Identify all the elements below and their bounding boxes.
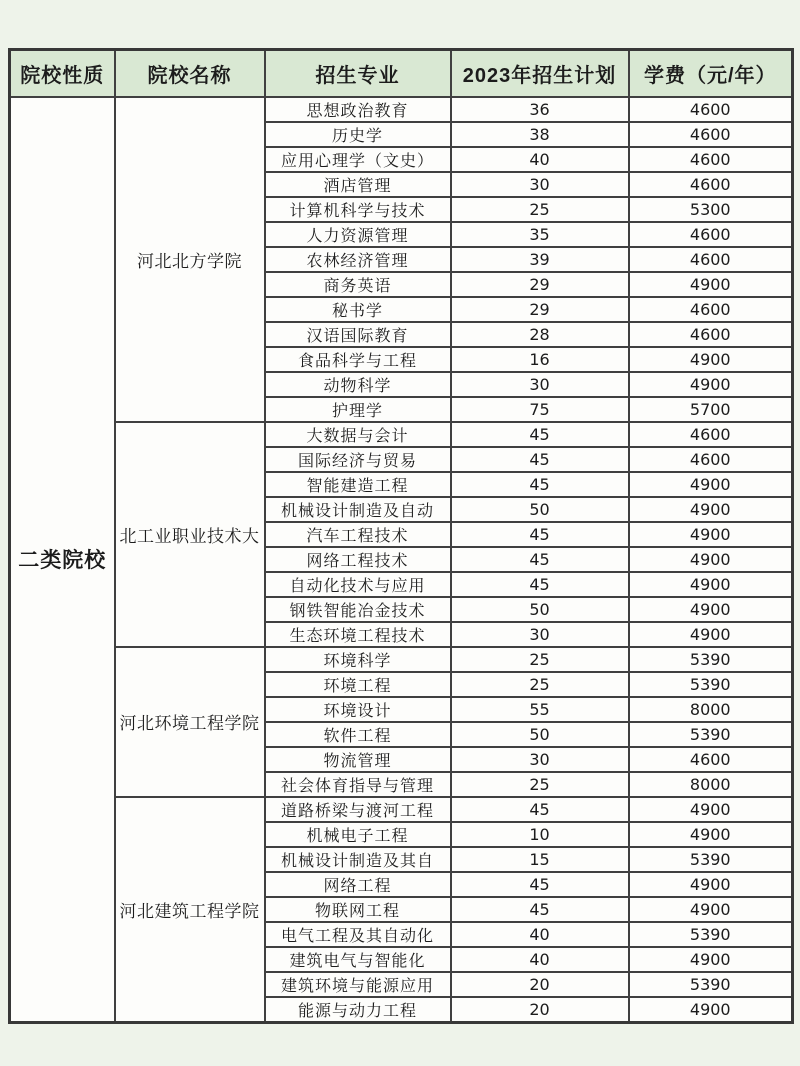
plan-cell: 20 xyxy=(451,997,629,1023)
major-cell: 应用心理学（文史） xyxy=(265,147,451,172)
fee-cell: 4900 xyxy=(629,572,793,597)
table-header xyxy=(10,50,793,97)
fee-cell: 4900 xyxy=(629,372,793,397)
major-cell: 国际经济与贸易 xyxy=(265,447,451,472)
plan-cell: 38 xyxy=(451,122,629,147)
plan-cell: 25 xyxy=(451,772,629,797)
plan-cell: 75 xyxy=(451,397,629,422)
major-cell: 网络工程 xyxy=(265,872,451,897)
fee-cell: 5700 xyxy=(629,397,793,422)
plan-cell: 29 xyxy=(451,297,629,322)
major-cell: 秘书学 xyxy=(265,297,451,322)
major-cell: 历史学 xyxy=(265,122,451,147)
plan-cell: 40 xyxy=(451,147,629,172)
fee-cell: 4600 xyxy=(629,297,793,322)
fee-cell: 8000 xyxy=(629,772,793,797)
fee-cell: 4600 xyxy=(629,97,793,122)
major-cell: 思想政治教育 xyxy=(265,97,451,122)
fee-cell: 4900 xyxy=(629,547,793,572)
table-row xyxy=(10,647,793,672)
fee-cell: 5390 xyxy=(629,972,793,997)
plan-cell: 29 xyxy=(451,272,629,297)
major-cell: 物流管理 xyxy=(265,747,451,772)
fee-cell: 5390 xyxy=(629,647,793,672)
major-cell: 环境工程 xyxy=(265,672,451,697)
fee-cell: 4900 xyxy=(629,622,793,647)
major-cell: 护理学 xyxy=(265,397,451,422)
major-cell: 酒店管理 xyxy=(265,172,451,197)
plan-cell: 45 xyxy=(451,447,629,472)
plan-cell: 16 xyxy=(451,347,629,372)
plan-cell: 10 xyxy=(451,822,629,847)
table-row xyxy=(10,797,793,822)
fee-cell: 4900 xyxy=(629,897,793,922)
major-cell: 计算机科学与技术 xyxy=(265,197,451,222)
major-cell: 环境科学 xyxy=(265,647,451,672)
major-cell: 食品科学与工程 xyxy=(265,347,451,372)
college-name-cell: 河北建筑工程学院 xyxy=(115,797,265,1023)
fee-cell: 4600 xyxy=(629,122,793,147)
college-name-cell: 河北环境工程学院 xyxy=(115,647,265,797)
fee-cell: 4600 xyxy=(629,322,793,347)
plan-cell: 45 xyxy=(451,572,629,597)
fee-cell: 4900 xyxy=(629,797,793,822)
plan-cell: 50 xyxy=(451,497,629,522)
major-cell: 道路桥梁与渡河工程 xyxy=(265,797,451,822)
fee-cell: 5300 xyxy=(629,197,793,222)
major-cell: 机械设计制造及自动 xyxy=(265,497,451,522)
plan-cell: 55 xyxy=(451,697,629,722)
plan-cell: 50 xyxy=(451,597,629,622)
major-cell: 生态环境工程技术 xyxy=(265,622,451,647)
college-name-cell: 河北北方学院 xyxy=(115,97,265,422)
fee-cell: 4900 xyxy=(629,347,793,372)
major-cell: 社会体育指导与管理 xyxy=(265,772,451,797)
plan-cell: 30 xyxy=(451,747,629,772)
plan-cell: 25 xyxy=(451,672,629,697)
table-row xyxy=(10,97,793,122)
fee-cell: 5390 xyxy=(629,922,793,947)
fee-cell: 4900 xyxy=(629,472,793,497)
plan-cell: 45 xyxy=(451,897,629,922)
fee-cell: 4900 xyxy=(629,497,793,522)
plan-cell: 45 xyxy=(451,797,629,822)
plan-cell: 25 xyxy=(451,647,629,672)
plan-cell: 28 xyxy=(451,322,629,347)
fee-cell: 5390 xyxy=(629,722,793,747)
table-body xyxy=(10,97,793,1023)
major-cell: 物联网工程 xyxy=(265,897,451,922)
plan-cell: 45 xyxy=(451,872,629,897)
major-cell: 智能建造工程 xyxy=(265,472,451,497)
header-major: 招生专业 xyxy=(265,50,451,97)
major-cell: 汽车工程技术 xyxy=(265,522,451,547)
fee-cell: 4900 xyxy=(629,597,793,622)
major-cell: 软件工程 xyxy=(265,722,451,747)
major-cell: 建筑电气与智能化 xyxy=(265,947,451,972)
major-cell: 网络工程技术 xyxy=(265,547,451,572)
major-cell: 汉语国际教育 xyxy=(265,322,451,347)
major-cell: 人力资源管理 xyxy=(265,222,451,247)
major-cell: 能源与动力工程 xyxy=(265,997,451,1023)
major-cell: 机械电子工程 xyxy=(265,822,451,847)
fee-cell: 4900 xyxy=(629,997,793,1023)
plan-cell: 20 xyxy=(451,972,629,997)
fee-cell: 4600 xyxy=(629,422,793,447)
header-college-name: 院校名称 xyxy=(115,50,265,97)
major-cell: 建筑环境与能源应用 xyxy=(265,972,451,997)
header-plan-2023: 2023年招生计划 xyxy=(451,50,629,97)
fee-cell: 4600 xyxy=(629,172,793,197)
fee-cell: 4900 xyxy=(629,822,793,847)
major-cell: 商务英语 xyxy=(265,272,451,297)
fee-cell: 4900 xyxy=(629,522,793,547)
plan-cell: 36 xyxy=(451,97,629,122)
plan-cell: 45 xyxy=(451,472,629,497)
header-tuition: 学费（元/年） xyxy=(629,50,793,97)
major-cell: 自动化技术与应用 xyxy=(265,572,451,597)
fee-cell: 4900 xyxy=(629,872,793,897)
college-name-cell: 北工业职业技术大 xyxy=(115,422,265,647)
major-cell: 环境设计 xyxy=(265,697,451,722)
fee-cell: 5390 xyxy=(629,847,793,872)
admission-plan-table xyxy=(8,48,794,1024)
major-cell: 钢铁智能冶金技术 xyxy=(265,597,451,622)
fee-cell: 4600 xyxy=(629,247,793,272)
fee-cell: 4600 xyxy=(629,447,793,472)
fee-cell: 4900 xyxy=(629,947,793,972)
table-row xyxy=(10,422,793,447)
fee-cell: 4600 xyxy=(629,222,793,247)
fee-cell: 8000 xyxy=(629,697,793,722)
plan-cell: 45 xyxy=(451,547,629,572)
plan-cell: 25 xyxy=(451,197,629,222)
header-row xyxy=(10,50,793,97)
plan-cell: 30 xyxy=(451,622,629,647)
fee-cell: 4600 xyxy=(629,147,793,172)
header-college-type: 院校性质 xyxy=(10,50,115,97)
plan-cell: 35 xyxy=(451,222,629,247)
plan-cell: 45 xyxy=(451,522,629,547)
major-cell: 大数据与会计 xyxy=(265,422,451,447)
plan-cell: 39 xyxy=(451,247,629,272)
fee-cell: 5390 xyxy=(629,672,793,697)
major-cell: 电气工程及其自动化 xyxy=(265,922,451,947)
plan-cell: 45 xyxy=(451,422,629,447)
major-cell: 动物科学 xyxy=(265,372,451,397)
plan-cell: 40 xyxy=(451,922,629,947)
plan-cell: 15 xyxy=(451,847,629,872)
major-cell: 机械设计制造及其自 xyxy=(265,847,451,872)
plan-cell: 30 xyxy=(451,172,629,197)
college-type-cell: 二类院校 xyxy=(10,97,115,1023)
major-cell: 农林经济管理 xyxy=(265,247,451,272)
plan-cell: 50 xyxy=(451,722,629,747)
plan-cell: 40 xyxy=(451,947,629,972)
fee-cell: 4900 xyxy=(629,272,793,297)
fee-cell: 4600 xyxy=(629,747,793,772)
plan-cell: 30 xyxy=(451,372,629,397)
